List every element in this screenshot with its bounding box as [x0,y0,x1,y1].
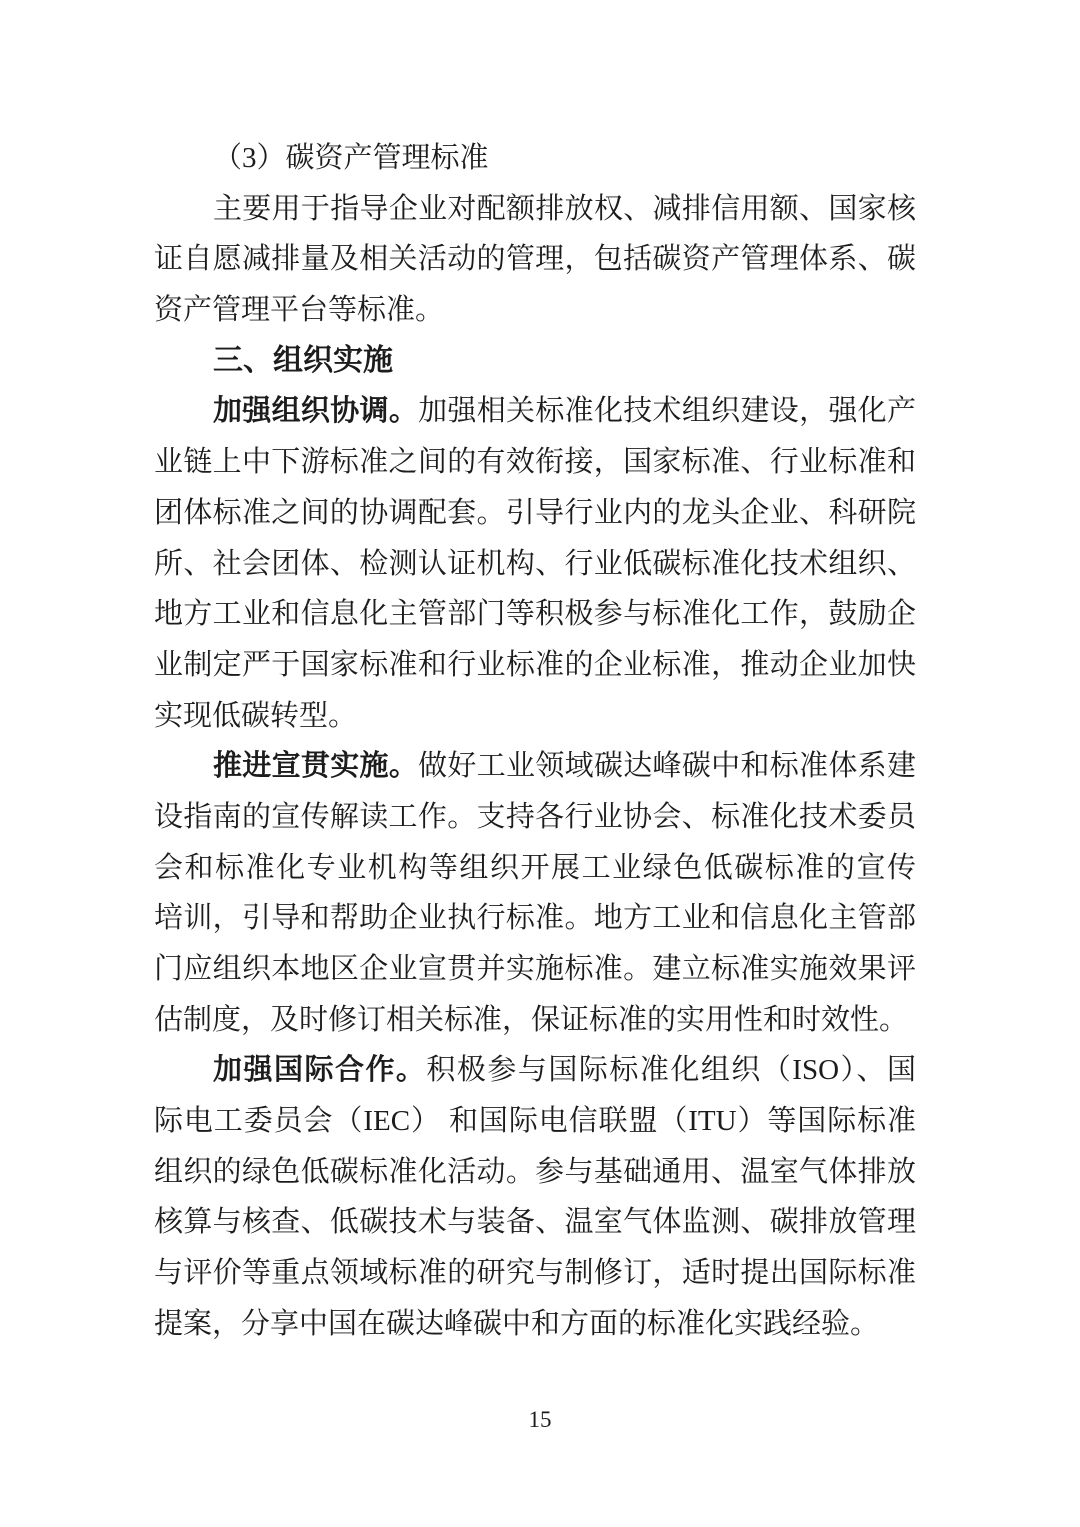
body-line: 业制定严于国家标准和行业标准的企业标准，推动企业加快 [154,648,916,681]
body-line [154,386,916,437]
body-line: 设指南的宣传解读工作。支持各行业协会、标准化技术委员 [154,800,916,833]
body-line: 提案，分享中国在碳达峰碳中和方面的标准化实践经验。 [154,1307,880,1340]
paragraph-lead: 加强组织协调。 [213,395,419,428]
section-heading: 三、组织实施 [213,343,393,377]
body-line [154,741,916,792]
body-line: 地方工业和信息化主管部门等积极参与标准化工作，鼓励企 [154,598,916,631]
body-line [154,1045,916,1096]
body-line: 实现低碳转型。 [154,699,358,732]
body-line: 核算与核查、低碳技术与装备、温室气体监测、碳排放管理 [154,1206,916,1239]
text-block [154,133,916,1350]
body-line: 业链上中下游标准之间的有效衔接，国家标准、行业标准和 [154,446,916,479]
paragraph-lead: 加强国际合作。 [213,1054,427,1087]
body-line: 与评价等重点领域标准的研究与制修订，适时提出国际标准 [154,1257,916,1290]
body-line: 估制度，及时修订相关标准，保证标准的实用性和时效性。 [154,1003,909,1036]
page-number: 15 [528,1407,552,1432]
body-line-text: 加强相关标准化技术组织建设，强化产 [418,395,916,428]
body-line: 培训，引导和帮助企业执行标准。地方工业和信息化主管部 [154,902,916,935]
subsection-heading: （3）碳资产管理标准 [213,142,489,174]
body-line: 资产管理平台等标准。 [154,294,445,327]
body-line-text: 积极参与国际标准化组织（ISO）、国 [426,1054,916,1087]
body-line: 际电工委员会（IEC） 和国际电信联盟（ITU）等国际标准 [154,1105,916,1138]
body-line: 组织的绿色低碳标准化活动。参与基础通用、温室气体排放 [154,1155,916,1188]
paragraph-lead: 推进宣贯实施。 [213,750,419,783]
section-heading-line [154,336,916,387]
body-line: 证自愿减排量及相关活动的管理，包括碳资产管理体系、碳 [154,243,916,276]
body-line: 所、社会团体、检测认证机构、行业低碳标准化技术组织、 [154,547,916,580]
body-line: 主要用于指导企业对配额排放权、减排信用额、国家核 [213,192,916,225]
body-line-text: 做好工业领域碳达峰碳中和标准体系建 [418,750,916,783]
body-line: 团体标准之间的协调配套。引导行业内的龙头企业、科研院 [154,496,916,529]
body-line: 会和标准化专业机构等组织开展工业绿色低碳标准的宣传 [154,851,916,884]
body-line: 门应组织本地区企业宣贯并实施标准。建立标准实施效果评 [154,953,916,985]
